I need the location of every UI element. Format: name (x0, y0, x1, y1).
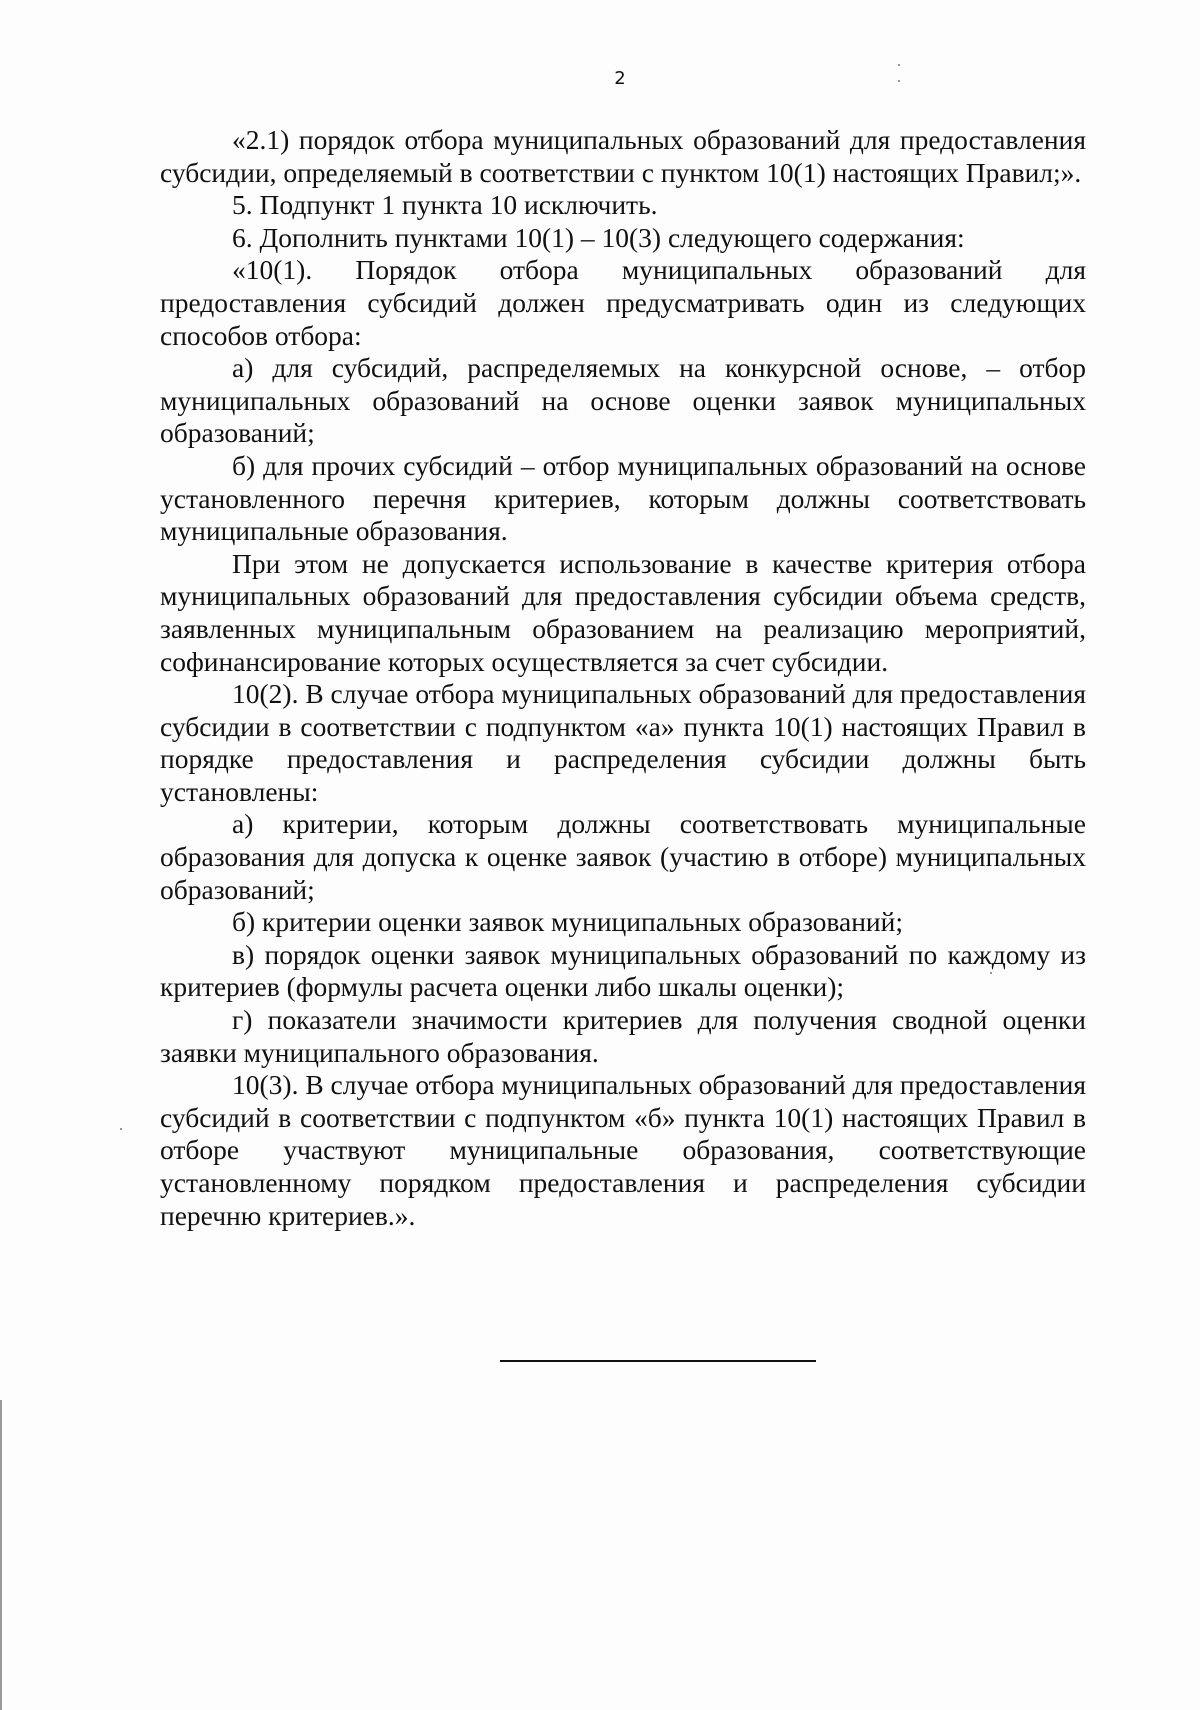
paragraph-10-1: «10(1). Порядок отбора муниципальных образований для предоставления субсидий должен предусматривать один из следующих способов отбора: (160, 254, 1086, 351)
document-body (160, 124, 1086, 1232)
scan-speck (990, 972, 992, 974)
paragraph-10-2: 10(2). В случае отбора муниципальных образований для предоставления субсидии в соответствии с подпунктом «а» пункта 10(1) настоящих Правил в порядке предоставления и распределения субсидии должны быть установлены: (160, 678, 1086, 807)
paragraph-10-1-b: б) для прочих субсидий – отбор муниципальных образований на основе установленного перечня критериев, которым должны соответствовать муниципальные образования. (160, 449, 1086, 547)
scan-edge-line (0, 1400, 2, 1710)
paragraph-10-2-a: а) критерии, которым должны соответствовать муниципальные образования для допуска к оценке заявок (участию в отборе) муниципальных образований; (160, 808, 1086, 905)
paragraph-10-2-b: б) критерии оценки заявок муниципальных образований; (232, 906, 904, 938)
paragraph-10-2-v: в) порядок оценки заявок муниципальных образований по каждому из критериев (формулы расчета оценки либо шкалы оценки); (160, 938, 1086, 1003)
scan-speck (898, 64, 900, 66)
paragraph-10-1-a: а) для субсидий, распределяемых на конкурсной основе, – отбор муниципальных образований на основе оценки заявок муниципальных образований; (160, 352, 1086, 449)
paragraph-item-6: 6. Дополнить пунктами 10(1) – 10(3) следующего содержания: (232, 221, 965, 253)
paragraph-item-5: 5. Подпункт 1 пункта 10 исключить. (232, 189, 658, 221)
paragraph-restriction: При этом не допускается использование в качестве критерия отбора муниципальных образований для предоставления субсидии объема средств, заявленных муниципальным образованием на реализацию мероприятий, софинансирование которых осуществляется за счет субсидии. (160, 547, 1086, 677)
paragraph-2-1: «2.1) порядок отбора муниципальных образований для предоставления субсидии, определяемый в соответствии с пунктом 10(1) настоящих Правил;». (160, 124, 1086, 188)
scan-speck (898, 80, 900, 82)
end-of-text-rule (500, 1360, 816, 1362)
scan-speck (120, 1128, 122, 1130)
paragraph-10-2-g: г) показатели значимости критериев для получения сводной оценки заявки муниципального образования. (160, 1004, 1086, 1068)
page-number: 2 (614, 68, 626, 89)
paragraph-10-3: 10(3). В случае отбора муниципальных образований для предоставления субсидий в соответствии с подпунктом «б» пункта 10(1) настоящих Правил в отборе участвуют муниципальные образования, соответствующие установленному порядком предоставления и распределения субсидии перечню критериев.». (160, 1069, 1086, 1231)
